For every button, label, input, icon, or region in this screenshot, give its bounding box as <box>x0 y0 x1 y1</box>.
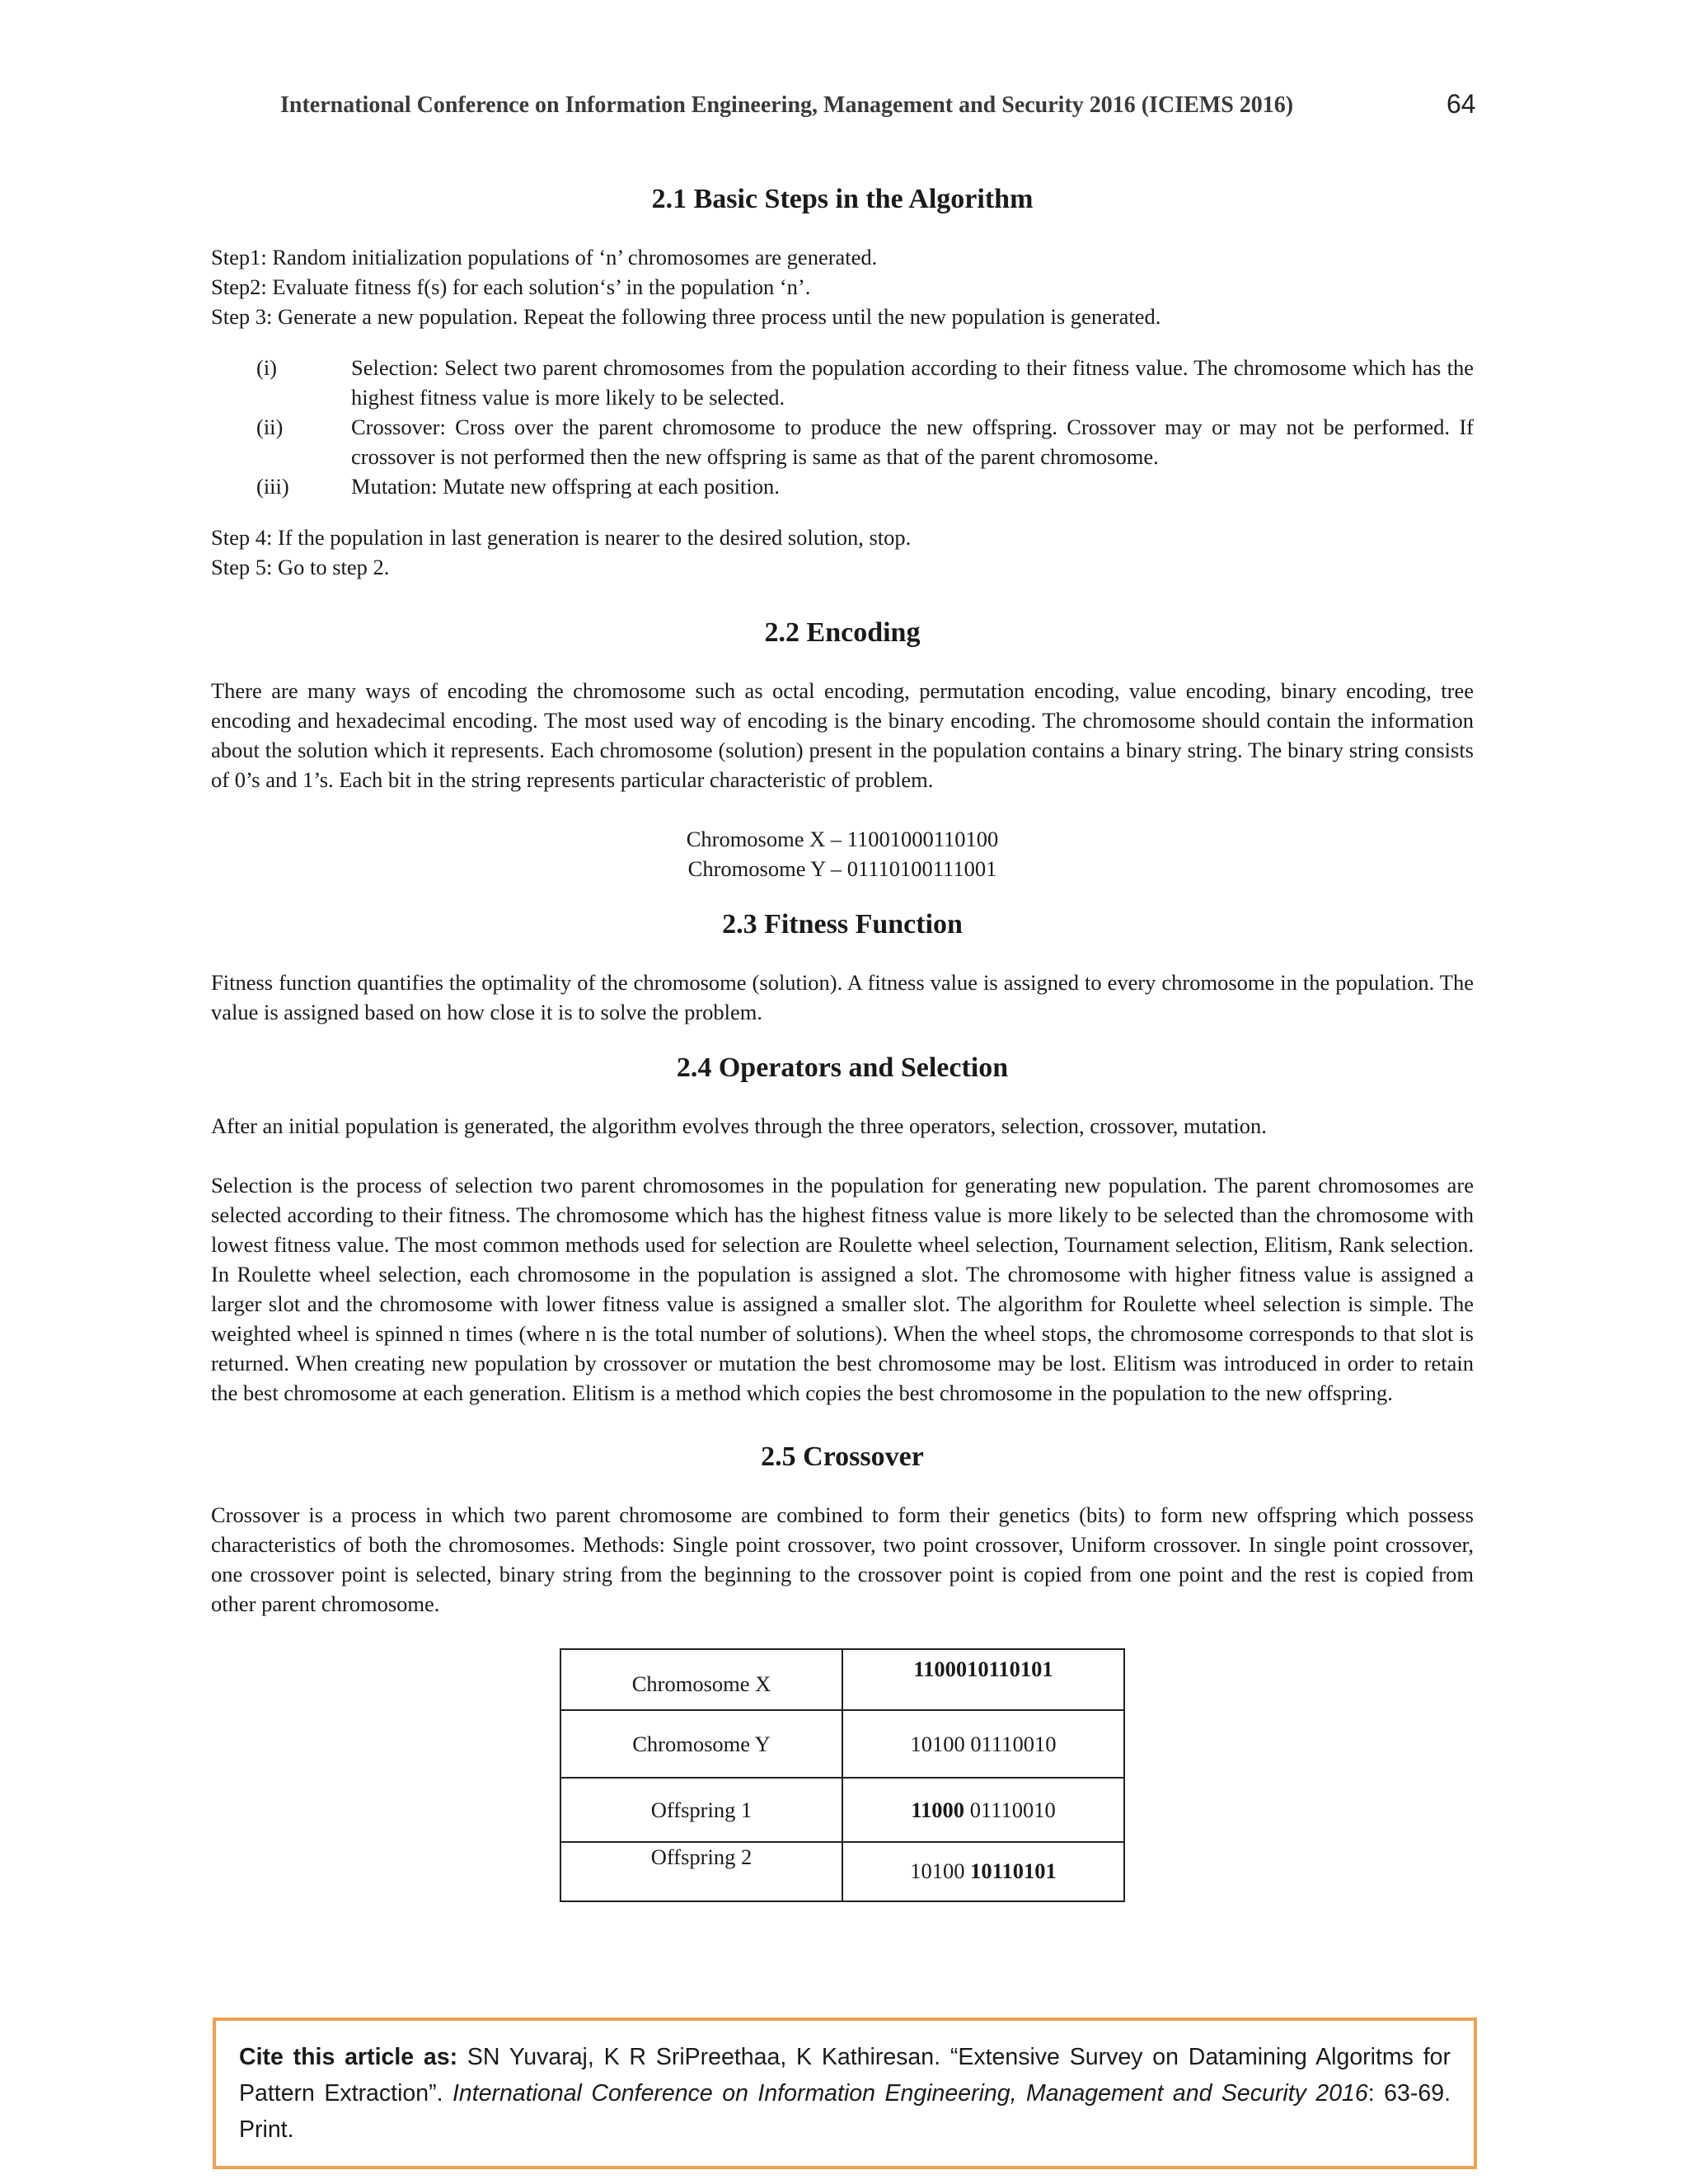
row-value-bold: 11000 <box>911 1797 965 1822</box>
sub-step-number: (i) <box>256 355 278 380</box>
table-cell <box>560 1842 842 1901</box>
section-2-2-heading: 2.2 Encoding <box>764 617 921 648</box>
row-label: Chromosome Y <box>632 1731 771 1756</box>
step-1: Step1: Random initialization populations of ‘n’ chromosomes are generated. <box>211 245 878 269</box>
section-2-5-heading: 2.5 Crossover <box>761 1441 924 1472</box>
sub-step-text: Mutation: Mutate new offspring at each position. <box>351 474 780 499</box>
cite-authors: SN Yuvaraj, K R SriPreethaa, K Kathiresan. “Extensive Survey on Datamining Algoritms for Pattern Extraction”. <box>239 2044 1451 2107</box>
cite-label: Cite this article as: <box>239 2044 458 2070</box>
sub-step-number: (ii) <box>256 415 284 439</box>
row-value-rest: 01110010 <box>964 1797 1056 1822</box>
table-cell <box>560 1778 842 1842</box>
crossover-table <box>560 1648 1125 1902</box>
sub-step <box>211 412 1474 471</box>
table-cell <box>842 1842 1124 1901</box>
cite-venue: International Conference on Information Engineering, Management and Security 2016 <box>452 2080 1368 2107</box>
table-row <box>560 1778 1124 1842</box>
table-row <box>560 1710 1124 1778</box>
table-cell <box>842 1778 1124 1842</box>
sub-step-text: Selection: Select two parent chromosomes from the population according to their fitness value. The chromosome which has the highest fitness value is more likely to be selected. <box>351 355 1474 410</box>
steps-list <box>211 242 1474 331</box>
running-header: International Conference on Information Engineering, Management and Security 2016 (ICIEMS 2016) <box>280 92 1294 118</box>
page-number: 64 <box>1447 89 1476 119</box>
selection-paragraph: Selection is the process of selection two parent chromosomes in the population for generating new population. The parent chromosomes are selected according to their fitness. The chromosome which has the highest fitness value is more likely to be selected than the chromosome with lowest fitness value. The most common methods used for selection are Roulette wheel selection, Tournament selection, Elitism, Rank selection. In Roulette wheel selection, each chromosome in the population is assigned a slot. The chromosome with higher fitness value is assigned a larger slot and the chromosome with lower fitness value is assigned a smaller slot. The algorithm for Roulette wheel selection is simple. The weighted wheel is spinned n times (where n is the total number of solutions). When the wheel stops, the chromosome corresponds to that slot is returned. When creating new population by crossover or mutation the best chromosome may be lost. Elitism was introduced in order to retain the best chromosome at each generation. Elitism is a method which copies the best chromosome in the population to the new offspring. <box>211 1173 1474 1405</box>
section-2-4-heading: 2.4 Operators and Selection <box>676 1052 1009 1083</box>
row-label: Offspring 2 <box>650 1844 753 1869</box>
sub-step-number: (iii) <box>256 474 289 499</box>
table-row <box>560 1649 1124 1710</box>
cite-tail: : 63-69. Print. <box>239 2080 1451 2143</box>
sub-step <box>211 471 1474 501</box>
step-2: Step2: Evaluate fitness f(s) for each solution‘s’ in the population ‘n’. <box>211 274 811 299</box>
step-5: Step 5: Go to step 2. <box>211 555 390 579</box>
encoding-paragraph: There are many ways of encoding the chromosome such as octal encoding, permutation encoding, value encoding, binary encoding, tree encoding and hexadecimal encoding. The most used way of encoding is the binary encoding. The chromosome should contain the information about the solution which it represents. Each chromosome (solution) present in the population contains a binary string. The binary string consists of 0’s and 1’s. Each bit in the string represents particular characteristic of problem. <box>211 678 1474 792</box>
table-cell <box>560 1649 842 1710</box>
sub-step <box>211 353 1474 412</box>
chromosome-y-line: Chromosome Y – 01110100111001 <box>687 856 997 881</box>
step-3: Step 3: Generate a new population. Repeat the following three process until the new population is generated. <box>211 304 1161 329</box>
table-row <box>560 1842 1124 1901</box>
step-4: Step 4: If the population in last generation is nearer to the desired solution, stop. <box>211 525 912 550</box>
row-value: 10100 01110010 <box>910 1731 1057 1756</box>
section-2-1-heading: 2.1 Basic Steps in the Algorithm <box>651 184 1034 214</box>
citation-box <box>213 2018 1477 2169</box>
main-content <box>211 181 1474 1902</box>
operators-paragraph: After an initial population is generated, the algorithm evolves through the three operators, selection, crossover, mutation. <box>211 1113 1267 1138</box>
chromosome-x-line: Chromosome X – 11001000110100 <box>686 827 999 851</box>
table-cell <box>842 1710 1124 1778</box>
sub-step-text: Crossover: Cross over the parent chromosome to produce the new offspring. Crossover may or may not be performed. If crossover is not performed then the new offspring is same as that of the parent chromosome. <box>351 415 1474 469</box>
sub-steps <box>211 353 1474 501</box>
row-label: Offspring 1 <box>650 1797 753 1822</box>
row-label: Chromosome X <box>631 1671 771 1696</box>
crossover-paragraph: Crossover is a process in which two parent chromosome are combined to form their genetics (bits) to form new offspring which possess characteristics of both the chromosomes. Methods: Single point crossover, two point crossover, Uniform crossover. In single point crossover, one crossover point is selected, binary string from the beginning to the crossover point is copied from one point and the rest is copied from other parent chromosome. <box>211 1502 1474 1616</box>
row-value-bold: 10110101 <box>970 1858 1057 1883</box>
row-value: 1100010110101 <box>913 1657 1053 1681</box>
table-cell <box>560 1710 842 1778</box>
section-2-3-heading: 2.3 Fitness Function <box>722 909 963 940</box>
table-cell <box>842 1649 1124 1710</box>
fitness-paragraph: Fitness function quantifies the optimality of the chromosome (solution). A fitness value is assigned to every chromosome in the population. The value is assigned based on how close it is to solve the problem. <box>211 970 1474 1024</box>
row-value-plain: 10100 <box>910 1858 971 1883</box>
